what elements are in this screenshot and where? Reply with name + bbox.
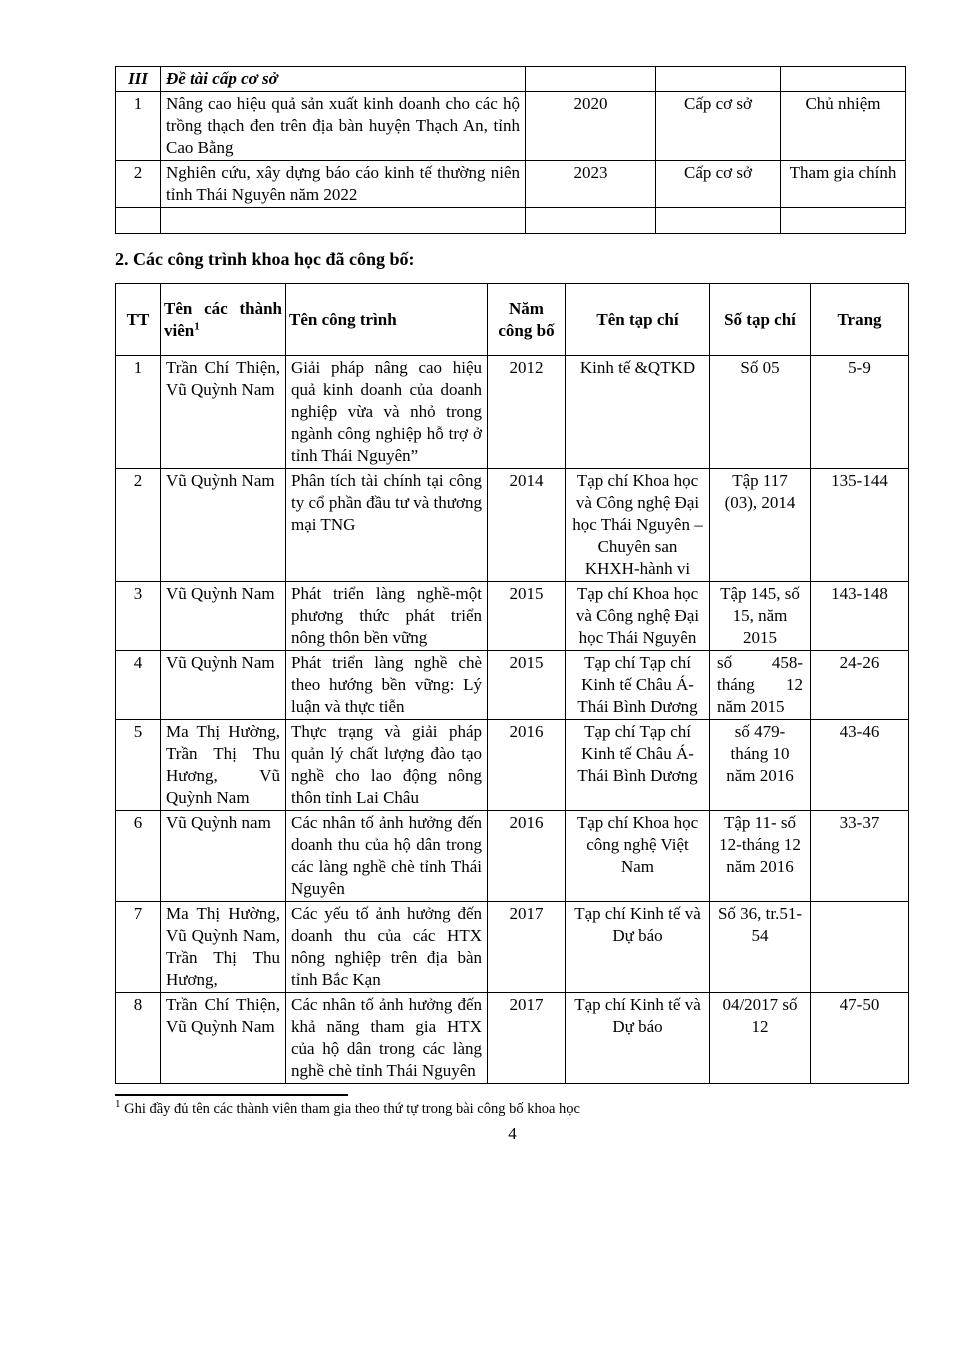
cell-issue: số 458- tháng 12 năm 2015 [710, 651, 811, 720]
cell-year: 2014 [488, 469, 566, 582]
cell-pages [811, 902, 909, 993]
table-row [116, 92, 906, 161]
footnote-body: Ghi đầy đủ tên các thành viên tham gia theo thứ tự trong bài công bố khoa học [120, 1101, 580, 1117]
cell-empty [781, 208, 906, 234]
cell-issue: 04/2017 số 12 [710, 993, 811, 1084]
cell-tt: 2 [116, 469, 161, 582]
cell-work: Phát triển làng nghề-một phương thức phát triển nông thôn bền vững [286, 582, 488, 651]
publication-header-row [116, 284, 909, 356]
table-row [116, 161, 906, 208]
cell-pages: 47-50 [811, 993, 909, 1084]
header-authors [161, 284, 286, 356]
cell-journal: Tạp chí Khoa học và Công nghệ Đại học Thái Nguyên – Chuyên san KHXH-hành vi [566, 469, 710, 582]
cell-journal: Tạp chí Tạp chí Kinh tế Châu Á- Thái Bình Dương [566, 651, 710, 720]
cell-issue: Tập 11- số 12-tháng 12 năm 2016 [710, 811, 811, 902]
header-journal: Tên tạp chí [566, 284, 710, 356]
cell-issue: Tập 145, số 15, năm 2015 [710, 582, 811, 651]
cell-tt: 7 [116, 902, 161, 993]
project-group-role-cell [781, 67, 906, 92]
cell-issue: Số 36, tr.51-54 [710, 902, 811, 993]
header-authors-label: Tên các thành viên [164, 298, 282, 340]
table-row [116, 469, 909, 582]
section-2-heading: 2. Các công trình khoa học đã công bố: [115, 249, 415, 269]
cell-work: Phát triển làng nghề chè theo hướng bền vững: Lý luận và thực tiễn [286, 651, 488, 720]
table-row-empty [116, 208, 906, 234]
cell-journal: Tạp chí Khoa học và Công nghệ Đại học Thái Nguyên [566, 582, 710, 651]
cell-empty [161, 208, 526, 234]
cell-tt: 4 [116, 651, 161, 720]
cell-journal: Tạp chí Kinh tế và Dự báo [566, 993, 710, 1084]
table-row [116, 720, 909, 811]
cell-journal: Tạp chí Khoa học công nghệ Việt Nam [566, 811, 710, 902]
cell-role: Tham gia chính [781, 161, 906, 208]
cell-authors: Vũ Quỳnh nam [161, 811, 286, 902]
cell-work: Thực trạng và giải pháp quản lý chất lượng đào tạo nghề cho lao động nông thôn tỉnh Lai Châu [286, 720, 488, 811]
cell-year: 2012 [488, 356, 566, 469]
cell-year: 2016 [488, 811, 566, 902]
cell-pages: 5-9 [811, 356, 909, 469]
project-group-level-cell [656, 67, 781, 92]
footnote-text [115, 1100, 910, 1119]
cell-pages: 33-37 [811, 811, 909, 902]
cell-year: 2015 [488, 582, 566, 651]
header-authors-footnote-marker: 1 [194, 319, 200, 332]
cell-work: Các nhân tố ảnh hưởng đến doanh thu của hộ dân trong các làng nghề chè tỉnh Thái Nguyên [286, 811, 488, 902]
cell-authors: Trần Chí Thiện, Vũ Quỳnh Nam [161, 356, 286, 469]
cell-journal: Tạp chí Kinh tế và Dự báo [566, 902, 710, 993]
cell-authors: Vũ Quỳnh Nam [161, 651, 286, 720]
cell-pages: 135-144 [811, 469, 909, 582]
cell-tt: 6 [116, 811, 161, 902]
table-row [116, 993, 909, 1084]
cell-work: Các nhân tố ảnh hưởng đến khả năng tham gia HTX của hộ dân trong các làng nghề chè tỉnh Thái Nguyên [286, 993, 488, 1084]
header-year: Năm công bố [488, 284, 566, 356]
cell-tt: 8 [116, 993, 161, 1084]
cell-tt: 3 [116, 582, 161, 651]
cell-authors: Ma Thị Hường, Trần Thị Thu Hương, Vũ Quỳnh Nam [161, 720, 286, 811]
cell-authors: Vũ Quỳnh Nam [161, 582, 286, 651]
cell-pages: 24-26 [811, 651, 909, 720]
table-row [116, 582, 909, 651]
cell-authors: Trần Chí Thiện, Vũ Quỳnh Nam [161, 993, 286, 1084]
table-row [116, 356, 909, 469]
project-group-index: III [116, 67, 161, 92]
cell-tt: 5 [116, 720, 161, 811]
cell-year: 2016 [488, 720, 566, 811]
project-table [115, 66, 906, 234]
cell-title: Nghiên cứu, xây dựng báo cáo kinh tế thường niên tỉnh Thái Nguyên năm 2022 [161, 161, 526, 208]
header-pages: Trang [811, 284, 909, 356]
header-issue: Số tạp chí [710, 284, 811, 356]
cell-year: 2023 [526, 161, 656, 208]
project-group-title: Đề tài cấp cơ sở [161, 67, 526, 92]
cell-work: Giải pháp nâng cao hiệu quả kinh doanh của doanh nghiệp vừa và nhỏ trong ngành công nghiệp hỗ trợ ở tỉnh Thái Nguyên” [286, 356, 488, 469]
cell-tt: 1 [116, 356, 161, 469]
cell-year: 2020 [526, 92, 656, 161]
page-number: 4 [508, 1124, 517, 1143]
footnote-marker: 1 [115, 1098, 121, 1111]
cell-title: Nâng cao hiệu quả sản xuất kinh doanh cho các hộ trồng thạch đen trên địa bàn huyện Thạch An, tỉnh Cao Bằng [161, 92, 526, 161]
table-row [116, 902, 909, 993]
cell-tt: 2 [116, 161, 161, 208]
table-row [116, 651, 909, 720]
cell-authors: Vũ Quỳnh Nam [161, 469, 286, 582]
cell-empty [526, 208, 656, 234]
project-group-row [116, 67, 906, 92]
project-group-year-cell [526, 67, 656, 92]
cell-empty [656, 208, 781, 234]
cell-journal: Tạp chí Tạp chí Kinh tế Châu Á- Thái Bình Dương [566, 720, 710, 811]
page-content [115, 66, 910, 1144]
table-row [116, 811, 909, 902]
header-work: Tên công trình [286, 284, 488, 356]
cell-year: 2015 [488, 651, 566, 720]
header-tt: TT [116, 284, 161, 356]
cell-pages: 43-46 [811, 720, 909, 811]
cell-year: 2017 [488, 993, 566, 1084]
cell-pages: 143-148 [811, 582, 909, 651]
cell-issue: Số 05 [710, 356, 811, 469]
cell-role: Chủ nhiệm [781, 92, 906, 161]
cell-work: Phân tích tài chính tại công ty cổ phần đầu tư và thương mại TNG [286, 469, 488, 582]
cell-year: 2017 [488, 902, 566, 993]
publication-table [115, 283, 909, 1084]
cell-level: Cấp cơ sở [656, 161, 781, 208]
footnote-block [115, 1094, 910, 1119]
cell-authors: Ma Thị Hường, Vũ Quỳnh Nam, Trần Thị Thu Hương, [161, 902, 286, 993]
cell-journal: Kinh tế &QTKD [566, 356, 710, 469]
cell-level: Cấp cơ sở [656, 92, 781, 161]
footnote-divider [115, 1094, 348, 1096]
cell-empty [116, 208, 161, 234]
cell-issue: số 479- tháng 10 năm 2016 [710, 720, 811, 811]
cell-tt: 1 [116, 92, 161, 161]
cell-issue: Tập 117 (03), 2014 [710, 469, 811, 582]
cell-work: Các yếu tố ảnh hưởng đến doanh thu của các HTX nông nghiệp trên địa bàn tỉnh Bắc Kạn [286, 902, 488, 993]
